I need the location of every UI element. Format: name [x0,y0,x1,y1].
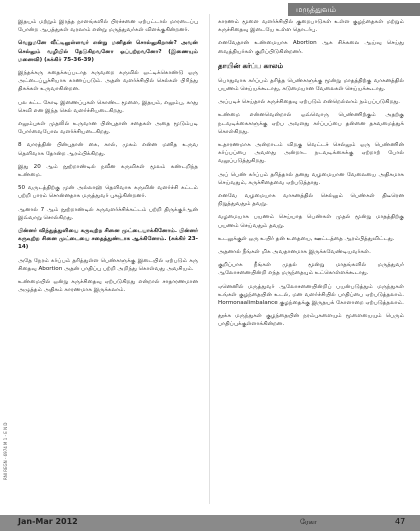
paragraph: உதாரணமாக அன்றாடம் விறகு வெட்டச் செல்லும் ஒரு பெண்ணின் கர்ப்பப்பை அவளது அன்றாட நடவடிக்கைக்கு ஏற்றாற் போல் வலுப்படுத்துகிறது. [218,142,404,165]
paragraph: இந்தக்கரு சுதைக்கப்படாத கருவறை கருவில் ஒட்டிக்கொண்டு ஒரு அட்டைப்பூச்சியாக காணப்படும். அதன் வளர்ச்சியில் செல்கள் பிரிந்து திசுக்கள் உருவாகின்றன. [18,70,198,93]
right-column [218,18,404,334]
paragraph: எனவேதான் உண்மையாக Abortion ஆக சிக்கலை ஆய்வு செய்து வைத்தியர்கள் குறிப்பிடுகின்றனர். [218,40,404,55]
paragraph: இதயம் மற்றும் இரத்த நாளங்களில் பிரச்சனை ஏற்பட்டால் மாரடைப்பு போன்ற ஆபத்துகள் வரலாம் என்று மருத்துவர்கள் விளக்குகின்றனர். [18,19,198,34]
left-column [18,18,198,299]
paragraph: ஏனெனில் மருத்துவர் ஆலோசனையின்றிப் பயன்படுத்தும் மருந்துகள் உங்கள் குழந்தையின் உடல், மன வளர்ச்சியில் பாதிப்பை ஏற்படுத்தலாம். Hormonaalimbalance குழந்தைக்கு இருதயக் கோளாறை ஏற்படுத்தலாம். [218,283,404,307]
paragraph: ஆனால் 7 ஆம் நூற்றாண்டில் கருவளர்ச்சிக்கட்டம் பற்றி திருக்குர்ஆன் இவ்வாறு சொல்கிறது. [18,206,198,221]
paragraph: 8 வாரத்தின் பின்புதான் கை, கால், முகம் என்ன மனித உருவ தெளிவாக தோன்ற ஆரம்பிக்கிறது. [18,142,198,157]
paragraph: காரணம் மூளை வளர்ச்சியில் குறைபாடுகள் உள்ள குழந்தைகள் மற்றும் கருச்சிதைவு இடையே உள்ள தொடர்பு. [218,19,404,34]
registration-text: RNI REGN - 6974 M 1 - E N D [3,422,8,480]
paragraph: தூக்க மருந்துகள் குழந்தையின் நரம்புகளையும் மூளையையும் பெரும் பாதிப்புக்குள்ளாக்கின்றன. [218,313,404,328]
magazine-name: ரேகா [300,518,317,526]
paragraph: 50 வருடத்திற்கு முன் அல்லாஹ் தெளிவாக கருவின் வளர்ச்சி கட்டம் பற்றி பாரம் சொன்னதாக மருத்துவர் புகழ்கின்றனர். [18,185,198,200]
paragraph: உண்மையில் ஒன்று கருச்சிதைவு ஏற்படுகிறது என்றால் சாதாரணமான அழுத்தம் அதிகம் காரணமாக இருக்கலாம். [18,279,198,294]
paragraph: அதனால் நீங்கள் மிக அவதானமாக இருக்கவேண்டியவர்கள். [218,249,371,256]
issue-date: Jan-Mar 2012 [18,517,78,526]
paragraph: வழமையாக பயணம் செய்யாத பெண்கள் முதல் மூன்று மாதத்திற்கு பயணம் செய்வதும் தவறு. [218,214,404,229]
header-bar [0,0,420,16]
paragraph: குறிப்பாக நீங்கள் முதல் மூன்று மாதங்களில் மருத்துவர் ஆலோசனையின்றி எந்த மருந்தையும் உட்கொள்ளக்கூடாது. [218,262,404,277]
paragraph: பொதுவாக கர்ப்பம் தரித்த பெண்களுக்கு மூன்று மாதத்திற்கு வாகனத்தில் பயணம் செய்யக்கூடாது, கடுமையான வேலைகள் செய்யக்கூடாது. [218,77,404,93]
paragraph: எனவே வழமையாக வாகனத்தில் செல்லும் பெண்கள் திடீரென நிறுத்துவதும் தவறு. [218,193,404,208]
section-heading: தாயின் கர்ப்ப காலம் [218,61,284,70]
quote: வெறுமனே வீட்டிலுள்ளவர் என்று மனிதன் சொல்லுகிறான்? அவன் செல்லும் வழியில் தேடுகிறவனோ ஒப்பற்றவனோ? (இணையும் மனைவி) (சுக்கிர் 75-36-39) [18,40,198,63]
page-number: 47 [395,517,406,526]
paragraph: பல கட்ட கோடி இணைப்புகள் கொண்ட மூளை, இதயம், எலும்பு, காது செவி என இந்த செல் வளர்ச்சியடைகிறது. [18,99,198,114]
paragraph: அதே நேரம் கர்ப்பம் தரித்துள்ள பெண்களுக்கு இடையில் ஏற்படும் கரு சிதைவு Abortion அதன் பாதிப்பு பற்றி அறிந்து கொள்வது அவசியம். [18,257,198,272]
paragraph: உண்மை என்னவென்றால் ஒவ்வொரு பெண்ணிற்கும் அதற்கு நடவடிக்கைகளுக்கு ஏற்ப அவளது கர்ப்பப்பை தன்னை தகவமைத்துக் கொள்கிறது. [218,112,404,135]
quote: பின்னர் விந்துத்துளியை கருவுற்ற சினை முட்டையாக்கினோம். பின்னர் கருவுற்ற சினை முட்டையை சதைத்துண்டாக ஆக்கினோம். (சுக்கிர் 23-14) [18,228,198,251]
paragraph: உடலுக்குள் ஒரு உயிர் தன் உதையை, ஊட்டத்தை ஆரம்பித்துவிட்டது. [218,235,395,242]
paragraph: அப் பெண் கர்ப்பம் தரித்தால் தனது வழமையான வேலையை அதிகமாக செய்வதும், கருச்சிதைவை ஏற்படுத்தாது. [218,171,404,186]
paragraph: அப்படிச் செய்தால் கருச்சிதைவு ஏற்படும் என்றெல்லாம் நம்பப்படுகிறது. [218,99,401,106]
footer-bar [0,515,420,531]
paragraph: இது 20 ஆம் நூற்றாண்டில் நவீன கருவிகள் மூலம் கண்டறிந்த உண்மை. [18,163,198,179]
column-divider [209,14,210,504]
side-margin-text [2,360,10,480]
paragraph: எலும்புகள் முதலில் உருவான பின்புதான் சதைகள் அதை மூடும்படி போர்வைபோல வளர்ச்சியடைகிறது. [18,121,198,136]
section-tag: மருத்துவம் [288,3,420,16]
